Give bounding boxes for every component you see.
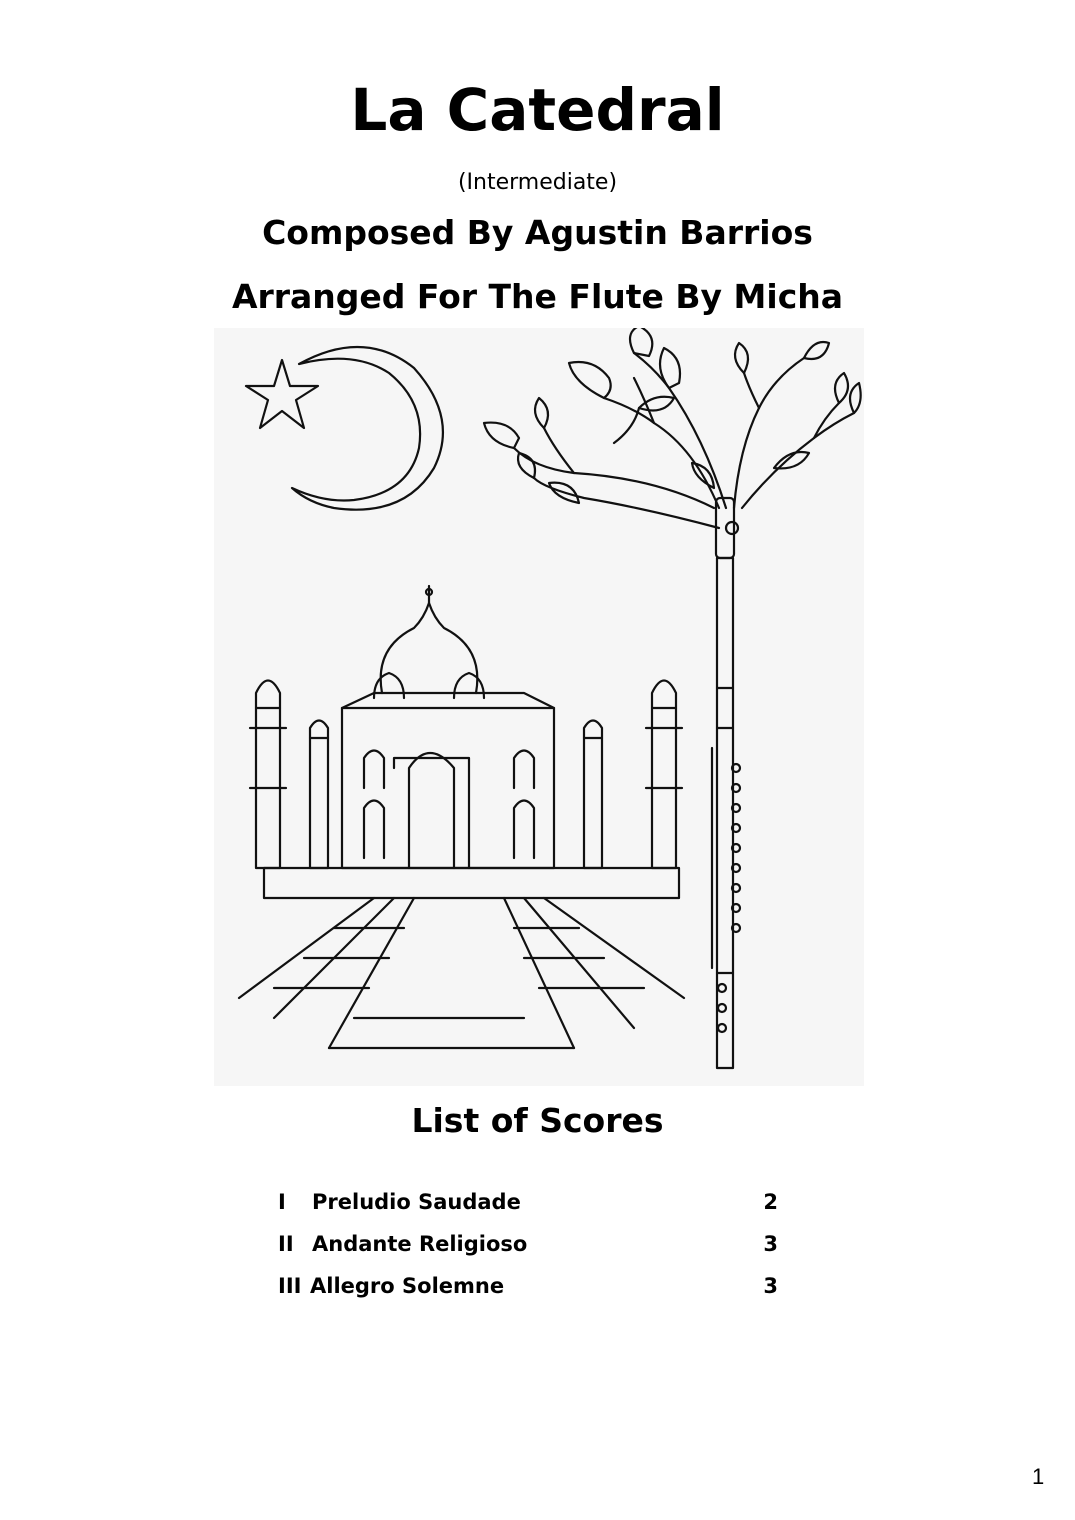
score-row xyxy=(278,1184,778,1226)
score-numeral: III xyxy=(278,1274,302,1298)
page-number: 1 xyxy=(1032,1464,1045,1489)
score-name: Andante Religioso xyxy=(312,1232,528,1256)
scores-list xyxy=(278,1184,778,1310)
list-of-scores-heading: List of Scores xyxy=(411,1101,664,1140)
score-row xyxy=(278,1268,778,1310)
score-page: 2 xyxy=(763,1190,778,1214)
star-icon xyxy=(246,360,318,428)
flute-icon xyxy=(712,498,740,1068)
score-numeral: II xyxy=(278,1232,294,1256)
score-page: 3 xyxy=(763,1274,778,1298)
tree-icon xyxy=(484,328,861,528)
score-name: Allegro Solemne xyxy=(310,1274,505,1298)
composer-line: Composed By Agustin Barrios xyxy=(262,213,813,252)
taj-mahal-icon xyxy=(250,586,682,898)
arranger-line: Arranged For The Flute By Micha xyxy=(231,277,844,316)
score-name: Preludio Saudade xyxy=(312,1190,521,1214)
score-page: 3 xyxy=(763,1232,778,1256)
score-row xyxy=(278,1226,778,1268)
score-numeral: I xyxy=(278,1190,286,1214)
crescent-moon-icon xyxy=(292,347,443,510)
document-title: La Catedral xyxy=(350,76,725,144)
walkway-icon xyxy=(239,898,684,1048)
cover-illustration xyxy=(214,328,864,1086)
difficulty-level: (Intermediate) xyxy=(457,170,618,195)
